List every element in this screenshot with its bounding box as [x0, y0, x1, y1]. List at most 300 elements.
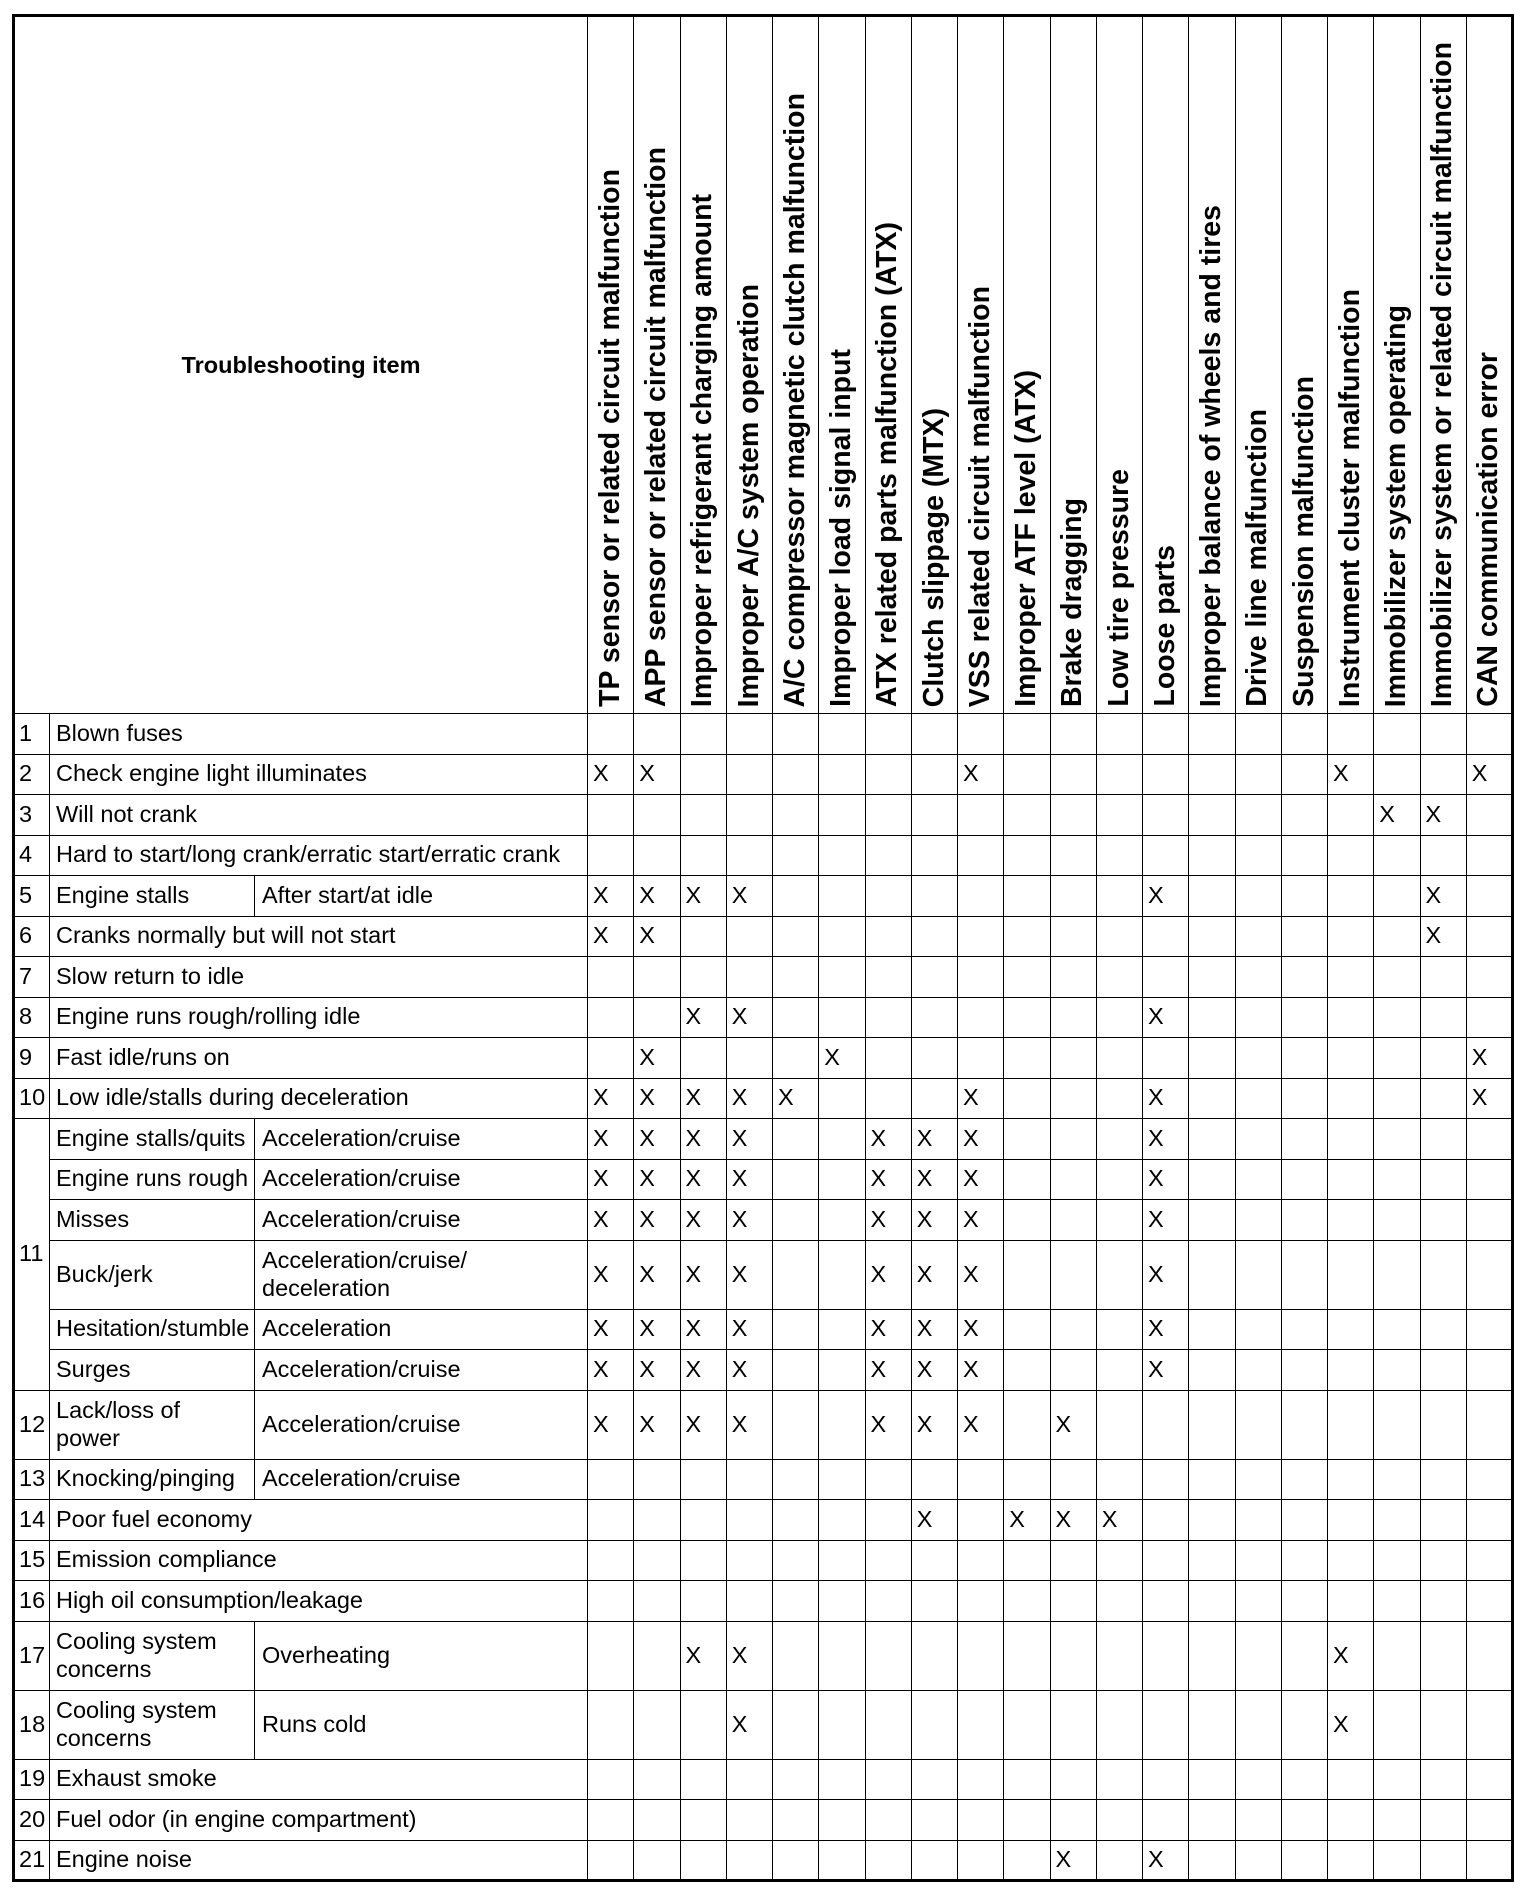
row-number: 18 — [14, 1690, 50, 1759]
empty-mark-cell — [1374, 1500, 1420, 1541]
symptom-cell: Buck/jerk — [50, 1240, 255, 1309]
empty-mark-cell — [1189, 1200, 1235, 1241]
empty-mark-cell — [1281, 1390, 1327, 1459]
empty-mark-cell — [1281, 1840, 1327, 1881]
empty-mark-cell — [1328, 1800, 1374, 1841]
empty-mark-cell — [1328, 1540, 1374, 1581]
empty-mark-cell — [865, 916, 911, 957]
empty-mark-cell — [1189, 1840, 1235, 1881]
column-header — [958, 16, 1004, 714]
empty-mark-cell — [588, 1690, 634, 1759]
empty-mark-cell — [819, 1840, 865, 1881]
empty-mark-cell — [865, 876, 911, 917]
empty-mark-cell — [1143, 1759, 1189, 1800]
empty-mark-cell — [1420, 1621, 1466, 1690]
empty-mark-cell — [819, 1690, 865, 1759]
empty-mark-cell — [1420, 1309, 1466, 1350]
empty-mark-cell — [1050, 1540, 1096, 1581]
empty-mark-cell — [726, 957, 772, 998]
column-header — [1050, 16, 1096, 714]
empty-mark-cell — [1328, 1390, 1374, 1459]
empty-mark-cell — [1235, 997, 1281, 1038]
empty-mark-cell — [773, 1309, 819, 1350]
empty-mark-cell — [958, 795, 1004, 836]
check-mark-cell: X — [1143, 1350, 1189, 1391]
empty-mark-cell — [865, 835, 911, 876]
empty-mark-cell — [958, 1459, 1004, 1500]
empty-mark-cell — [588, 714, 634, 755]
empty-mark-cell — [1374, 916, 1420, 957]
empty-mark-cell — [1189, 835, 1235, 876]
table-row — [14, 1350, 1513, 1391]
empty-mark-cell — [1096, 1390, 1142, 1459]
empty-mark-cell — [773, 916, 819, 957]
symptom-cell: Check engine light illuminates — [50, 754, 588, 795]
column-header-wrap — [1374, 17, 1419, 707]
empty-mark-cell — [958, 1800, 1004, 1841]
empty-mark-cell — [1189, 1159, 1235, 1200]
empty-mark-cell — [911, 957, 957, 998]
empty-mark-cell — [1004, 1759, 1050, 1800]
check-mark-cell: X — [1004, 1500, 1050, 1541]
empty-mark-cell — [865, 1690, 911, 1759]
check-mark-cell: X — [634, 1240, 680, 1309]
column-header-wrap — [1282, 17, 1327, 707]
empty-mark-cell — [1235, 714, 1281, 755]
empty-mark-cell — [911, 1690, 957, 1759]
empty-mark-cell — [1466, 1690, 1512, 1759]
check-mark-cell: X — [726, 1690, 772, 1759]
empty-mark-cell — [1189, 1621, 1235, 1690]
column-header — [1420, 16, 1466, 714]
empty-mark-cell — [1374, 714, 1420, 755]
empty-mark-cell — [865, 754, 911, 795]
empty-mark-cell — [1328, 1459, 1374, 1500]
empty-mark-cell — [1004, 1840, 1050, 1881]
empty-mark-cell — [1189, 997, 1235, 1038]
empty-mark-cell — [1420, 754, 1466, 795]
empty-mark-cell — [865, 795, 911, 836]
empty-mark-cell — [1235, 1621, 1281, 1690]
empty-mark-cell — [680, 1500, 726, 1541]
column-header-label: TP sensor or related circuit malfunction — [593, 169, 626, 707]
check-mark-cell: X — [680, 876, 726, 917]
empty-mark-cell — [1374, 1390, 1420, 1459]
empty-mark-cell — [1235, 1350, 1281, 1391]
column-header — [773, 16, 819, 714]
empty-mark-cell — [911, 1840, 957, 1881]
condition-cell: Acceleration/cruise — [255, 1159, 588, 1200]
empty-mark-cell — [1328, 916, 1374, 957]
empty-mark-cell — [1143, 1390, 1189, 1459]
empty-mark-cell — [1235, 1240, 1281, 1309]
check-mark-cell: X — [865, 1309, 911, 1350]
empty-mark-cell — [1281, 1038, 1327, 1079]
empty-mark-cell — [1096, 1459, 1142, 1500]
check-mark-cell: X — [1328, 1690, 1374, 1759]
check-mark-cell: X — [680, 1119, 726, 1160]
empty-mark-cell — [773, 1621, 819, 1690]
empty-mark-cell — [958, 1759, 1004, 1800]
check-mark-cell: X — [1050, 1840, 1096, 1881]
empty-mark-cell — [1050, 1350, 1096, 1391]
empty-mark-cell — [1281, 1200, 1327, 1241]
check-mark-cell: X — [1374, 795, 1420, 836]
troubleshooting-matrix-page — [12, 14, 1514, 1882]
empty-mark-cell — [588, 1759, 634, 1800]
empty-mark-cell — [1281, 997, 1327, 1038]
empty-mark-cell — [680, 1840, 726, 1881]
empty-mark-cell — [819, 997, 865, 1038]
column-header-label: Drive line malfunction — [1241, 409, 1274, 707]
column-header-label: CAN communication error — [1472, 352, 1505, 707]
check-mark-cell: X — [588, 1159, 634, 1200]
check-mark-cell: X — [1143, 1240, 1189, 1309]
empty-mark-cell — [911, 795, 957, 836]
empty-mark-cell — [1374, 1840, 1420, 1881]
empty-mark-cell — [1374, 1690, 1420, 1759]
empty-mark-cell — [773, 795, 819, 836]
empty-mark-cell — [1050, 1200, 1096, 1241]
empty-mark-cell — [1281, 1240, 1327, 1309]
empty-mark-cell — [1096, 1540, 1142, 1581]
row-number: 21 — [14, 1840, 50, 1881]
column-header — [726, 16, 772, 714]
empty-mark-cell — [726, 714, 772, 755]
row-number: 7 — [14, 957, 50, 998]
empty-mark-cell — [680, 1038, 726, 1079]
empty-mark-cell — [634, 997, 680, 1038]
empty-mark-cell — [865, 1581, 911, 1622]
empty-mark-cell — [1235, 1038, 1281, 1079]
check-mark-cell: X — [634, 1119, 680, 1160]
row-number: 12 — [14, 1390, 50, 1459]
check-mark-cell: X — [726, 1159, 772, 1200]
table-row — [14, 957, 1513, 998]
empty-mark-cell — [1004, 1459, 1050, 1500]
empty-mark-cell — [726, 1038, 772, 1079]
empty-mark-cell — [680, 754, 726, 795]
check-mark-cell: X — [958, 1200, 1004, 1241]
check-mark-cell: X — [634, 1200, 680, 1241]
empty-mark-cell — [773, 997, 819, 1038]
table-header — [14, 16, 1513, 714]
empty-mark-cell — [1328, 795, 1374, 836]
empty-mark-cell — [634, 1690, 680, 1759]
empty-mark-cell — [1004, 1240, 1050, 1309]
empty-mark-cell — [1420, 1759, 1466, 1800]
empty-mark-cell — [1281, 795, 1327, 836]
empty-mark-cell — [680, 795, 726, 836]
empty-mark-cell — [1374, 1200, 1420, 1241]
empty-mark-cell — [1235, 1390, 1281, 1459]
empty-mark-cell — [1328, 1500, 1374, 1541]
table-row — [14, 1690, 1513, 1759]
empty-mark-cell — [1328, 1038, 1374, 1079]
empty-mark-cell — [865, 997, 911, 1038]
symptom-cell: High oil consumption/leakage — [50, 1581, 588, 1622]
column-header — [1096, 16, 1142, 714]
empty-mark-cell — [680, 957, 726, 998]
column-header — [1189, 16, 1235, 714]
empty-mark-cell — [1281, 1119, 1327, 1160]
empty-mark-cell — [819, 1800, 865, 1841]
empty-mark-cell — [1004, 1159, 1050, 1200]
symptom-cell: Fuel odor (in engine compartment) — [50, 1800, 588, 1841]
empty-mark-cell — [1235, 1581, 1281, 1622]
empty-mark-cell — [1281, 1581, 1327, 1622]
symptom-cell: Poor fuel economy — [50, 1500, 588, 1541]
row-number: 5 — [14, 876, 50, 917]
empty-mark-cell — [1096, 1350, 1142, 1391]
column-header-wrap — [681, 17, 726, 707]
empty-mark-cell — [911, 1038, 957, 1079]
empty-mark-cell — [1143, 1581, 1189, 1622]
empty-mark-cell — [865, 1038, 911, 1079]
check-mark-cell: X — [588, 1309, 634, 1350]
empty-mark-cell — [1420, 1390, 1466, 1459]
empty-mark-cell — [773, 1459, 819, 1500]
condition-cell: After start/at idle — [255, 876, 588, 917]
empty-mark-cell — [819, 916, 865, 957]
check-mark-cell: X — [865, 1390, 911, 1459]
table-row — [14, 1240, 1513, 1309]
table-row — [14, 1800, 1513, 1841]
check-mark-cell: X — [680, 1621, 726, 1690]
table-row — [14, 1078, 1513, 1119]
table-row — [14, 1840, 1513, 1881]
empty-mark-cell — [1050, 1459, 1096, 1500]
empty-mark-cell — [1004, 795, 1050, 836]
empty-mark-cell — [1328, 714, 1374, 755]
empty-mark-cell — [1374, 1459, 1420, 1500]
check-mark-cell: X — [634, 1159, 680, 1200]
check-mark-cell: X — [588, 1350, 634, 1391]
symptom-cell: Blown fuses — [50, 714, 588, 755]
empty-mark-cell — [1235, 1078, 1281, 1119]
symptom-cell: Engine runs rough — [50, 1159, 255, 1200]
empty-mark-cell — [1374, 1759, 1420, 1800]
empty-mark-cell — [1050, 997, 1096, 1038]
column-header — [1004, 16, 1050, 714]
condition-cell: Acceleration/cruise/ deceleration — [255, 1240, 588, 1309]
empty-mark-cell — [1374, 1621, 1420, 1690]
check-mark-cell: X — [588, 754, 634, 795]
empty-mark-cell — [1050, 754, 1096, 795]
empty-mark-cell — [819, 1540, 865, 1581]
check-mark-cell: X — [958, 1159, 1004, 1200]
empty-mark-cell — [1466, 1200, 1512, 1241]
empty-mark-cell — [773, 1840, 819, 1881]
empty-mark-cell — [634, 795, 680, 836]
column-header-wrap — [819, 17, 864, 707]
check-mark-cell: X — [911, 1159, 957, 1200]
empty-mark-cell — [911, 714, 957, 755]
empty-mark-cell — [958, 835, 1004, 876]
empty-mark-cell — [1328, 1759, 1374, 1800]
table-row — [14, 1500, 1513, 1541]
empty-mark-cell — [1096, 1759, 1142, 1800]
row-number: 17 — [14, 1621, 50, 1690]
check-mark-cell: X — [726, 1350, 772, 1391]
empty-mark-cell — [819, 1459, 865, 1500]
empty-mark-cell — [1004, 876, 1050, 917]
check-mark-cell: X — [588, 1119, 634, 1160]
empty-mark-cell — [1189, 1581, 1235, 1622]
empty-mark-cell — [1189, 1240, 1235, 1309]
empty-mark-cell — [588, 957, 634, 998]
check-mark-cell: X — [911, 1500, 957, 1541]
empty-mark-cell — [588, 835, 634, 876]
empty-mark-cell — [1420, 1350, 1466, 1391]
check-mark-cell: X — [1050, 1500, 1096, 1541]
empty-mark-cell — [588, 795, 634, 836]
empty-mark-cell — [1004, 1800, 1050, 1841]
check-mark-cell: X — [911, 1119, 957, 1160]
check-mark-cell: X — [588, 1390, 634, 1459]
empty-mark-cell — [1004, 1581, 1050, 1622]
empty-mark-cell — [1235, 1800, 1281, 1841]
empty-mark-cell — [1096, 1309, 1142, 1350]
empty-mark-cell — [680, 1800, 726, 1841]
empty-mark-cell — [911, 916, 957, 957]
table-row — [14, 835, 1513, 876]
table-row — [14, 1540, 1513, 1581]
check-mark-cell: X — [726, 1200, 772, 1241]
empty-mark-cell — [1050, 1119, 1096, 1160]
condition-cell: Acceleration/cruise — [255, 1390, 588, 1459]
check-mark-cell: X — [1143, 1078, 1189, 1119]
column-header — [1374, 16, 1420, 714]
empty-mark-cell — [1374, 1240, 1420, 1309]
check-mark-cell: X — [588, 1078, 634, 1119]
empty-mark-cell — [1004, 1078, 1050, 1119]
column-header-wrap — [1143, 17, 1188, 707]
empty-mark-cell — [1281, 1500, 1327, 1541]
empty-mark-cell — [1420, 997, 1466, 1038]
empty-mark-cell — [819, 1078, 865, 1119]
empty-mark-cell — [1235, 1500, 1281, 1541]
symptom-cell: Will not crank — [50, 795, 588, 836]
empty-mark-cell — [1374, 1078, 1420, 1119]
empty-mark-cell — [1235, 1119, 1281, 1160]
empty-mark-cell — [958, 876, 1004, 917]
empty-mark-cell — [819, 1309, 865, 1350]
empty-mark-cell — [958, 1038, 1004, 1079]
column-header-wrap — [1236, 17, 1281, 707]
empty-mark-cell — [1096, 1840, 1142, 1881]
empty-mark-cell — [1096, 795, 1142, 836]
check-mark-cell: X — [726, 1119, 772, 1160]
empty-mark-cell — [1466, 1119, 1512, 1160]
empty-mark-cell — [819, 1119, 865, 1160]
empty-mark-cell — [680, 1759, 726, 1800]
check-mark-cell: X — [958, 1390, 1004, 1459]
empty-mark-cell — [911, 1459, 957, 1500]
check-mark-cell: X — [726, 1390, 772, 1459]
empty-mark-cell — [1466, 714, 1512, 755]
column-header-label: Immobilizer system operating — [1380, 304, 1413, 707]
empty-mark-cell — [1050, 1078, 1096, 1119]
empty-mark-cell — [588, 1581, 634, 1622]
column-header-wrap — [773, 17, 818, 707]
empty-mark-cell — [1096, 1038, 1142, 1079]
empty-mark-cell — [1143, 1621, 1189, 1690]
empty-mark-cell — [819, 1240, 865, 1309]
check-mark-cell: X — [634, 1309, 680, 1350]
row-number: 16 — [14, 1581, 50, 1622]
empty-mark-cell — [958, 1540, 1004, 1581]
empty-mark-cell — [1235, 1840, 1281, 1881]
empty-mark-cell — [1328, 1159, 1374, 1200]
empty-mark-cell — [1281, 1759, 1327, 1800]
symptom-cell: Lack/loss of power — [50, 1390, 255, 1459]
symptom-cell: Engine runs rough/rolling idle — [50, 997, 588, 1038]
column-header-wrap — [1421, 17, 1466, 707]
empty-mark-cell — [1466, 1159, 1512, 1200]
table-body — [14, 714, 1513, 1881]
empty-mark-cell — [634, 1759, 680, 1800]
table-row — [14, 1309, 1513, 1350]
empty-mark-cell — [1328, 1581, 1374, 1622]
empty-mark-cell — [634, 1500, 680, 1541]
check-mark-cell: X — [680, 997, 726, 1038]
empty-mark-cell — [1096, 1119, 1142, 1160]
column-header-wrap — [727, 17, 772, 707]
empty-mark-cell — [634, 1800, 680, 1841]
column-header — [1235, 16, 1281, 714]
empty-mark-cell — [958, 1840, 1004, 1881]
empty-mark-cell — [1189, 1119, 1235, 1160]
check-mark-cell: X — [680, 1159, 726, 1200]
check-mark-cell: X — [865, 1240, 911, 1309]
empty-mark-cell — [1235, 795, 1281, 836]
empty-mark-cell — [1050, 876, 1096, 917]
check-mark-cell: X — [1143, 1159, 1189, 1200]
empty-mark-cell — [1004, 1390, 1050, 1459]
empty-mark-cell — [773, 1200, 819, 1241]
check-mark-cell: X — [726, 876, 772, 917]
empty-mark-cell — [588, 997, 634, 1038]
column-header-wrap — [1467, 17, 1511, 707]
empty-mark-cell — [1189, 916, 1235, 957]
column-header-label: Instrument cluster malfunction — [1333, 288, 1366, 707]
column-header-label: Suspension malfunction — [1287, 376, 1320, 707]
check-mark-cell: X — [865, 1119, 911, 1160]
empty-mark-cell — [773, 1350, 819, 1391]
table-row — [14, 1200, 1513, 1241]
empty-mark-cell — [773, 1759, 819, 1800]
table-row — [14, 754, 1513, 795]
empty-mark-cell — [911, 997, 957, 1038]
empty-mark-cell — [1189, 957, 1235, 998]
empty-mark-cell — [1374, 1119, 1420, 1160]
empty-mark-cell — [1420, 1800, 1466, 1841]
empty-mark-cell — [1374, 1038, 1420, 1079]
empty-mark-cell — [1050, 1159, 1096, 1200]
empty-mark-cell — [819, 1350, 865, 1391]
check-mark-cell: X — [634, 876, 680, 917]
empty-mark-cell — [634, 835, 680, 876]
check-mark-cell: X — [958, 1078, 1004, 1119]
column-header — [1143, 16, 1189, 714]
column-header-label: Improper ATF level (ATX) — [1010, 370, 1043, 707]
empty-mark-cell — [1281, 754, 1327, 795]
empty-mark-cell — [773, 957, 819, 998]
empty-mark-cell — [1096, 1581, 1142, 1622]
empty-mark-cell — [1050, 1240, 1096, 1309]
empty-mark-cell — [1420, 835, 1466, 876]
